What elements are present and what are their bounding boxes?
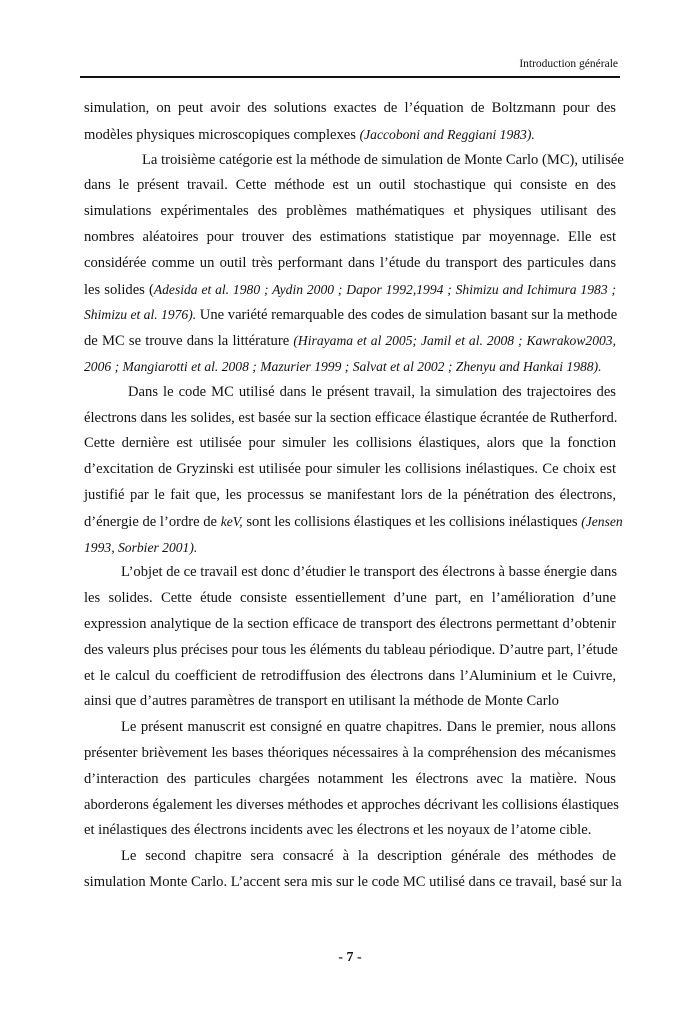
text-line <box>84 122 616 148</box>
citation: Adesida et al. 1980 ; Aydin 2000 ; Dapor 1992,1994 ; Shimizu and Ichimura 1983 ; <box>153 281 616 297</box>
citation: 1993, Sorbier 2001). <box>84 539 198 555</box>
citation: Shimizu et al. 1976). <box>84 307 197 323</box>
text-line <box>84 328 616 354</box>
text-line <box>84 406 616 432</box>
text-run: et le calcul du coefficient de retrodiffusion des électrons dans l’Aluminium et le Cuivre, <box>84 667 616 684</box>
text-run: les solides. Cette étude consiste essentiellement d’une part, en l’amélioration d’une <box>84 590 616 607</box>
text-line <box>84 173 616 199</box>
text-line <box>84 251 616 277</box>
text-run: présenter brièvement les bases théoriques nécessaires à la compréhension des mécanismes <box>84 744 616 761</box>
text-run: d’excitation de Gryzinski est utilisée pour simuler les collisions inélastiques. Ce choix est <box>84 461 616 478</box>
text-run: ainsi que d’autres paramètres de transport en utilisant la méthode de Monte Carlo <box>84 693 559 710</box>
text-line <box>84 767 616 793</box>
header-rule <box>80 76 620 78</box>
text-run: justifié par le fait que, les processus se manifestant lors de la pénétration des électrons, <box>84 486 616 503</box>
text-line <box>84 277 616 303</box>
text-run: des valeurs plus précises pour tous les éléments du tableau périodique. D’autre part, l’étude <box>84 641 618 658</box>
text-line <box>84 560 616 586</box>
text-line <box>84 225 616 251</box>
text-line <box>84 380 616 406</box>
text-line <box>84 793 619 819</box>
citation: (Jaccoboni and Reggiani 1983). <box>359 126 535 142</box>
citation: keV, <box>220 513 243 529</box>
text-run: Cette dernière est utilisée pour simuler les collisions élastiques, alors que la fonction <box>84 435 616 452</box>
text-line <box>84 715 616 741</box>
text-run: modèles physiques microscopiques complexes <box>84 126 360 143</box>
text-run: simulation, on peut avoir des solutions exactes de l’équation de Boltzmann pour des <box>84 100 616 116</box>
text-run: d’énergie de l’ordre de <box>84 513 221 530</box>
text-line <box>84 535 616 561</box>
text-run: nombres aléatoires pour trouver des estimations statistique par moyennage. Elle est <box>84 228 616 245</box>
text-run: Le présent manuscrit est consigné en quatre chapitres. Dans le premier, nous allons <box>121 719 616 736</box>
text-line <box>84 457 616 483</box>
text-line <box>84 844 616 870</box>
text-line <box>84 586 616 612</box>
text-line <box>84 638 616 664</box>
citation: (Jensen <box>581 513 623 529</box>
text-run: sont les collisions élastiques et les collisions inélastiques <box>242 513 582 530</box>
text-line <box>84 483 616 509</box>
text-run: considérée comme un outil très performant dans l’étude du transport des particules dans <box>84 254 616 271</box>
text-run: simulations expérimentales des problèmes mathématiques et physiques utilisant des <box>84 203 616 220</box>
text-run: simulation Monte Carlo. L’accent sera mis sur le code MC utilisé dans ce travail, basé sur la <box>84 873 622 890</box>
text-line <box>84 741 616 767</box>
text-line <box>84 96 616 122</box>
text-line <box>84 689 616 715</box>
running-header: Introduction générale <box>519 58 618 70</box>
text-line <box>84 664 616 690</box>
text-run: électrons dans les solides, est basée sur la section efficace élastique écrantée de Rutherford. <box>84 409 618 426</box>
text-run: expression analytique de la section efficace de transport des électrons permettant d’obtenir <box>84 615 616 632</box>
citation: 2006 ; Mangiarotti et al. 2008 ; Mazurier 1999 ; Salvat et al 2002 ; Zhenyu and Hankai 1988). <box>84 358 602 374</box>
text-line <box>84 431 616 457</box>
text-line <box>84 870 622 896</box>
text-line <box>84 354 616 380</box>
text-run: La troisième catégorie est la méthode de simulation de Monte Carlo (MC), utilisée <box>142 151 624 168</box>
text-run: aborderons également les diverses méthodes et approches décrivant les collisions élastiques <box>84 796 619 813</box>
text-run: de MC se trouve dans la littérature <box>84 333 294 350</box>
text-run: et inélastiques des électrons incidents avec les électrons et les noyaux de l’atome cible. <box>84 822 592 839</box>
text-line <box>84 612 616 638</box>
page-number: - 7 - <box>338 950 362 965</box>
text-line <box>84 199 616 225</box>
text-line <box>84 302 616 328</box>
text-run: Dans le code MC utilisé dans le présent travail, la simulation des trajectoires des <box>128 383 616 400</box>
citation: (Hirayama et al 2005; Jamil et al. 2008 ; Kawrakow2003, <box>293 333 616 349</box>
text-run: Le second chapitre sera consacré à la description générale des méthodes de <box>121 848 616 865</box>
text-run: d’interaction des particules chargées notamment les électrons avec la matière. Nous <box>84 770 616 787</box>
body-text <box>84 96 624 896</box>
text-run: les solides ( <box>84 281 154 298</box>
text-line <box>84 148 624 174</box>
text-line <box>84 509 623 535</box>
text-run: Une variété remarquable des codes de simulation basant sur la methode <box>196 307 618 324</box>
text-line <box>84 818 616 844</box>
text-run: L’objet de ce travail est donc d’étudier le transport des électrons à basse énergie dans <box>121 564 618 581</box>
text-run: dans le présent travail. Cette méthode est un outil stochastique qui consiste en des <box>84 177 616 194</box>
